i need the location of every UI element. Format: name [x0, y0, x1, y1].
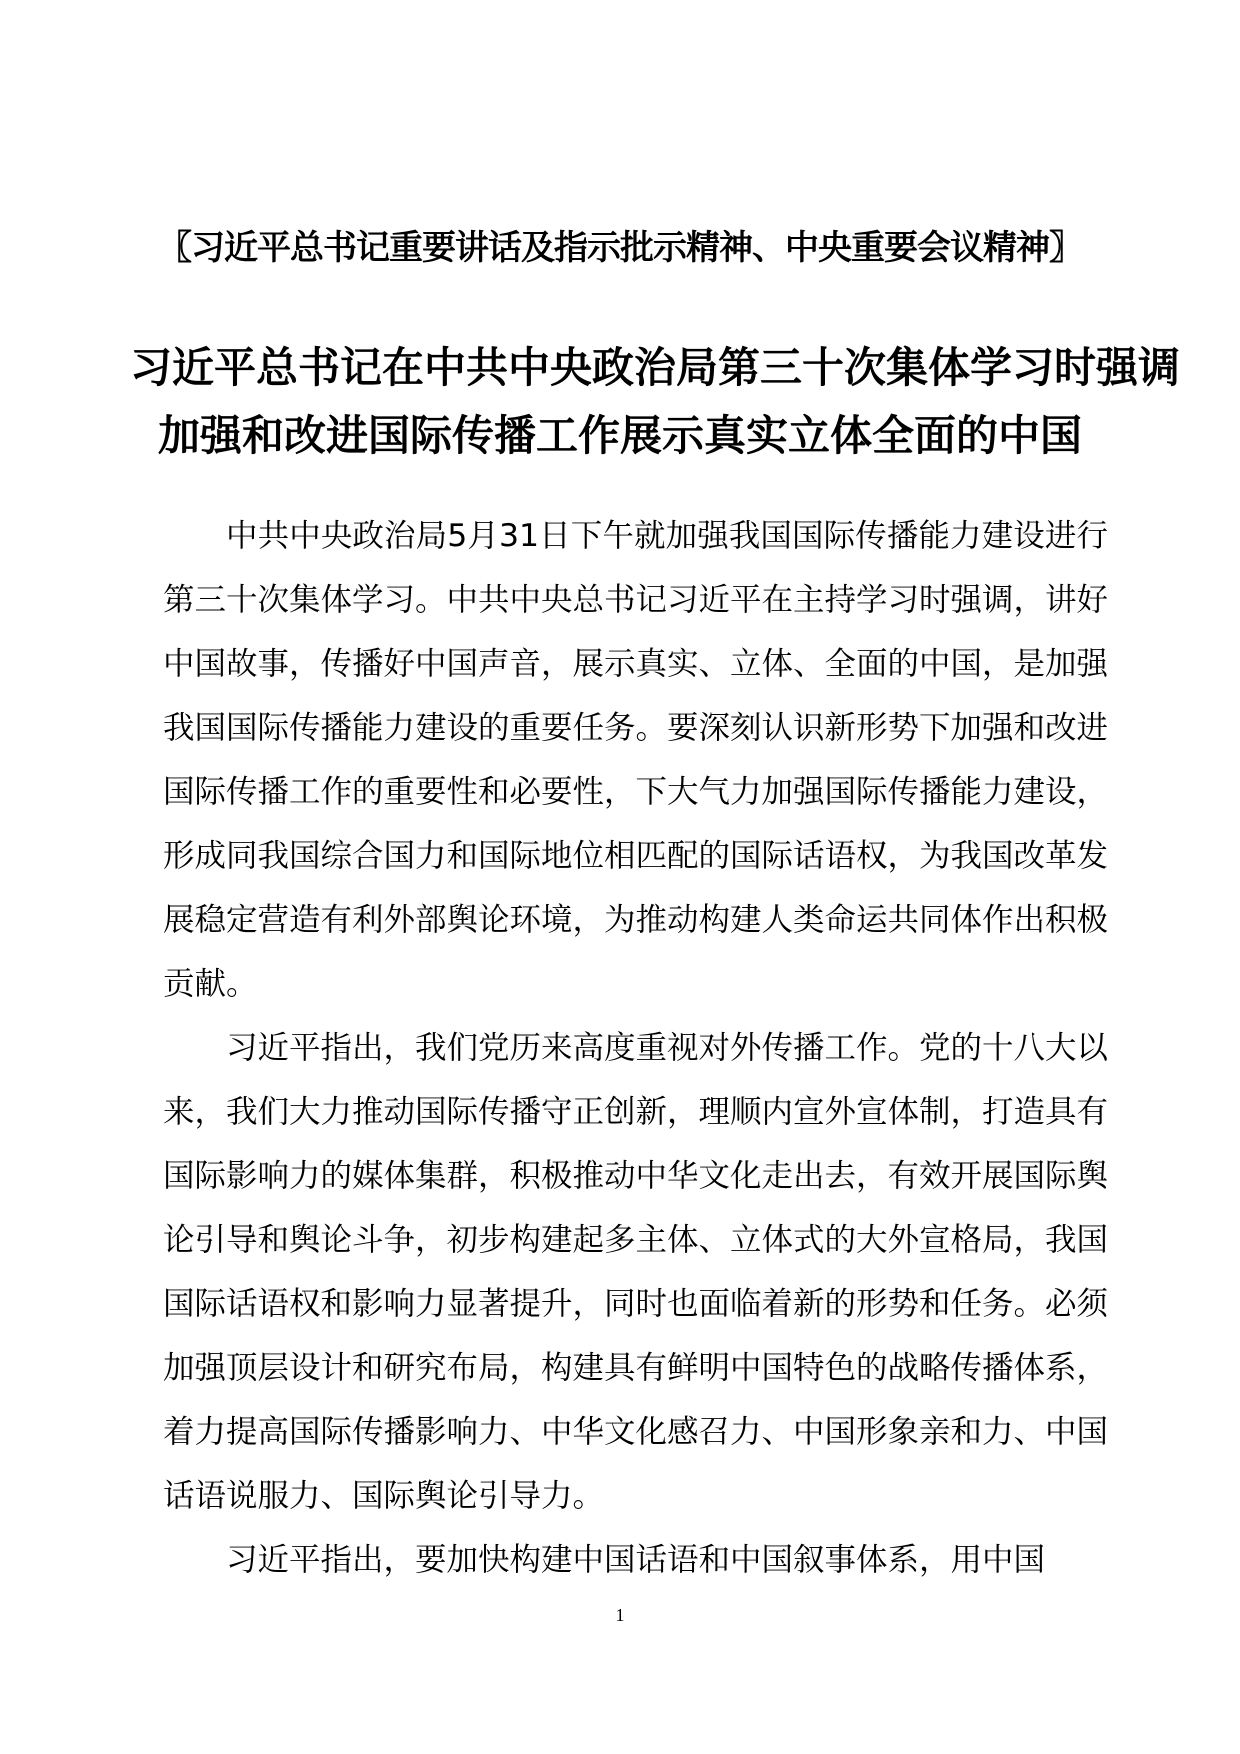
page-number: 1	[615, 1605, 625, 1625]
body-paragraph-1: 中共中央政治局5月31日下午就加强我国国际传播能力建设进行第三十次集体学习。中共中央总书记习近平在主持学习时强调，讲好中国故事，传播好中国声音，展示真实、立体、全面的中国，是加强我国国际传播能力建设的重要任务。要深刻认识新形势下加强和改进国际传播工作的重要性和必要性，下大气力加强国际传播能力建设，形成同我国综合国力和国际地位相匹配的国际话语权，为我国改革发展稳定营造有利外部舆论环境，为推动构建人类命运共同体作出积极贡献。	[163, 518, 1109, 1002]
document-title-line-1: 习近平总书记在中共中央政治局第三十次集体学习时强调	[130, 343, 1181, 392]
document-category-heading: 〖习近平总书记重要讲话及指示批示精神、中央重要会议精神〗	[158, 228, 1082, 268]
document-title-line-2: 加强和改进国际传播工作展示真实立体全面的中国	[157, 411, 1082, 460]
body-paragraph-3: 习近平指出，要加快构建中国话语和中国叙事体系，用中国	[226, 1542, 1046, 1578]
body-paragraph-2: 习近平指出，我们党历来高度重视对外传播工作。党的十八大以来，我们大力推动国际传播守正创新，理顺内宣外宣体制，打造具有国际影响力的媒体集群，积极推动中华文化走出去，有效开展国际舆论引导和舆论斗争，初步构建起多主体、立体式的大外宣格局，我国国际话语权和影响力显著提升，同时也面临着新的形势和任务。必须加强顶层设计和研究布局，构建具有鲜明中国特色的战略传播体系，着力提高国际传播影响力、中华文化感召力、中国形象亲和力、中国话语说服力、国际舆论引导力。	[163, 1030, 1109, 1514]
document-title	[130, 334, 1181, 470]
document-body	[163, 504, 1108, 1592]
